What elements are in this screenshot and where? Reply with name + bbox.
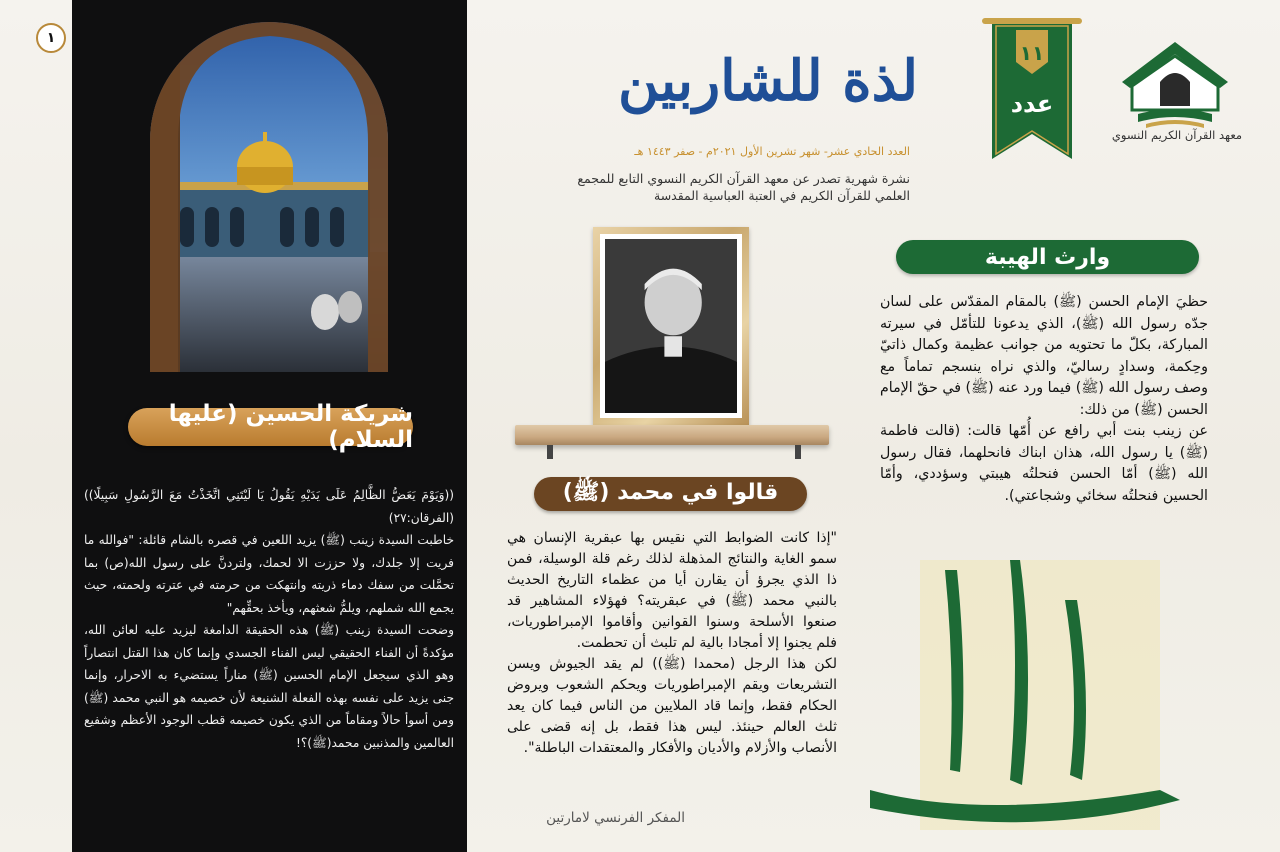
right-paragraph: عن زينب بنت أبي رافع عن أُمّها قالت: (قالت فاطمة (ﷺ) يا رسول الله، هذان ابناك فانحلهما، فقال رسول الله (ﷺ) أمّا الحسن فنحلتُه هيبتي وسؤددي، وأمّا الحسين فنحلتُه سخائي وشجاعتي). xyxy=(880,423,1208,504)
left-paragraph: خاطبت السيدة زينب (ﷺ) يزيد اللعين في قصره بالشام قائلة: "فوالله ما فريت إلا جلدك، ولا حززت الا لحمك، ولتردنَّ على رسول الله(ص) بما تحمَّلت من سفك دماء ذريته وانتهكت من حرمته في عترته ولحمته، حيث يجمع الله شملهم، ويلمُّ شعثهم، ويأخذ بحقِّهم" xyxy=(84,533,454,615)
middle-article xyxy=(507,528,837,759)
issue-label: عدد xyxy=(1010,90,1054,118)
page-number: ١ xyxy=(36,23,66,53)
section-title-right: وارث الهيبة xyxy=(896,240,1199,274)
middle-paragraph: لكن هذا الرجل (محمدا (ﷺ)) لم يقد الجيوش ويسن التشريعات ويقم الإمبراطوريات ويحكم الشعوب ويروض الحكام فقط، وإنما قاد الملايين من الناس فيما كان يعد ثلث العالم حينئذ. ليس هذا فقط، بل إنه قضى على الأنصاب والأزلام والأديان والأفكار والمعتقدات الباطلة". xyxy=(507,656,837,756)
lamartine-portrait xyxy=(593,227,749,425)
right-paragraph: حظيَ الإمام الحسن (ﷺ) بالمقام المقدّس على لسان جدّه رسول الله (ﷺ)، الذي يدعونا للتأمّل في سيرته المباركة، بكلّ ما تحتويه من جوانب عظيمة وكمال ذاتيّ وحِكمة، وسدادٍ رساليّ، والذي نراه ينسجم تماماً مع وصف رسول الله (ﷺ) فيما ورد عنه (ﷺ) في حقّ الإمام الحسن (ﷺ) من ذلك: xyxy=(880,294,1208,418)
issue-line: العدد الحادي عشر- شهر تشرين الأول ٢٠٢١م - صفر ١٤٤٣ هـ xyxy=(634,145,910,158)
section-title-middle: قالوا في محمد (ﷺ) xyxy=(534,477,807,511)
calligraphy-artwork xyxy=(860,540,1205,840)
shelf-bracket xyxy=(547,445,553,459)
right-article xyxy=(880,292,1208,507)
issue-number: ١١ xyxy=(1019,41,1045,65)
shrine-photo xyxy=(150,22,388,372)
quote-author: المفكر الفرنسي لامارتين xyxy=(546,810,685,826)
left-article xyxy=(84,484,454,754)
middle-paragraph: "إذا كانت الضوابط التي نقيس بها عبقرية الإنسان هي سمو الغاية والنتائج المذهلة لذلك رغم قلة الوسيلة، فمن ذا الذي يجرؤ أن يقارن أيا من عظماء التاريخ الحديث بالنبي محمد (ﷺ) في عبقريته؟ فهؤلاء المشاهير قد صنعوا الأسلحة وسنوا القوانين وأقاموا الإمبراطوريات، فلم يجنوا إلا أمجادا بالية لم تلبث أن تحطمت. xyxy=(507,530,837,651)
logo-caption: معهد القرآن الكريم النسوي xyxy=(1111,128,1243,142)
section-title-left: شريكة الحسين (عليها السلام) xyxy=(128,408,413,446)
left-paragraph: وضحت السيدة زينب (ﷺ) هذه الحقيقة الدامغة ليزيد عليه لعائن الله، مؤكدةً أن الفناء الحقيقي ليس الفناء الجسدي وإنما كان هذا القتل انتصاراً وهو الذي سيجعل الإمام الحسين (ﷺ) مناراً يستضيء به الاحرار، وإنما جنى يزيد على نفسه بهذه الفعلة الشنيعة لأن خصيمه هو النبي محمد (ﷺ) ومن أسوأ حالاً ومقاماً من الذي يكون خصيمه قطب الوجود الأعظم وشفيع العالمين والمذنبين محمد(ﷺ)؟! xyxy=(84,623,454,750)
shelf xyxy=(515,425,829,445)
shelf-bracket xyxy=(795,445,801,459)
brand-title xyxy=(618,30,918,125)
left-paragraph: ((وَيَوْمَ يَعَضُّ الظَّالِمُ عَلَى يَدَيْهِ يَقُولُ يَا لَيْتَنِي اتَّخَذْتُ مَعَ الرَّسُولِ سَبِيلًا)) (الفرقان:٢٧) xyxy=(84,488,454,525)
brand-title-text: لذة للشاربين xyxy=(618,48,918,114)
publication-description: نشرة شهرية تصدر عن معهد القرآن الكريم النسوي التابع للمجمع العلمي للقرآن الكريم في العتبة العباسية المقدسة xyxy=(577,171,910,203)
issue-banner xyxy=(982,14,1082,169)
